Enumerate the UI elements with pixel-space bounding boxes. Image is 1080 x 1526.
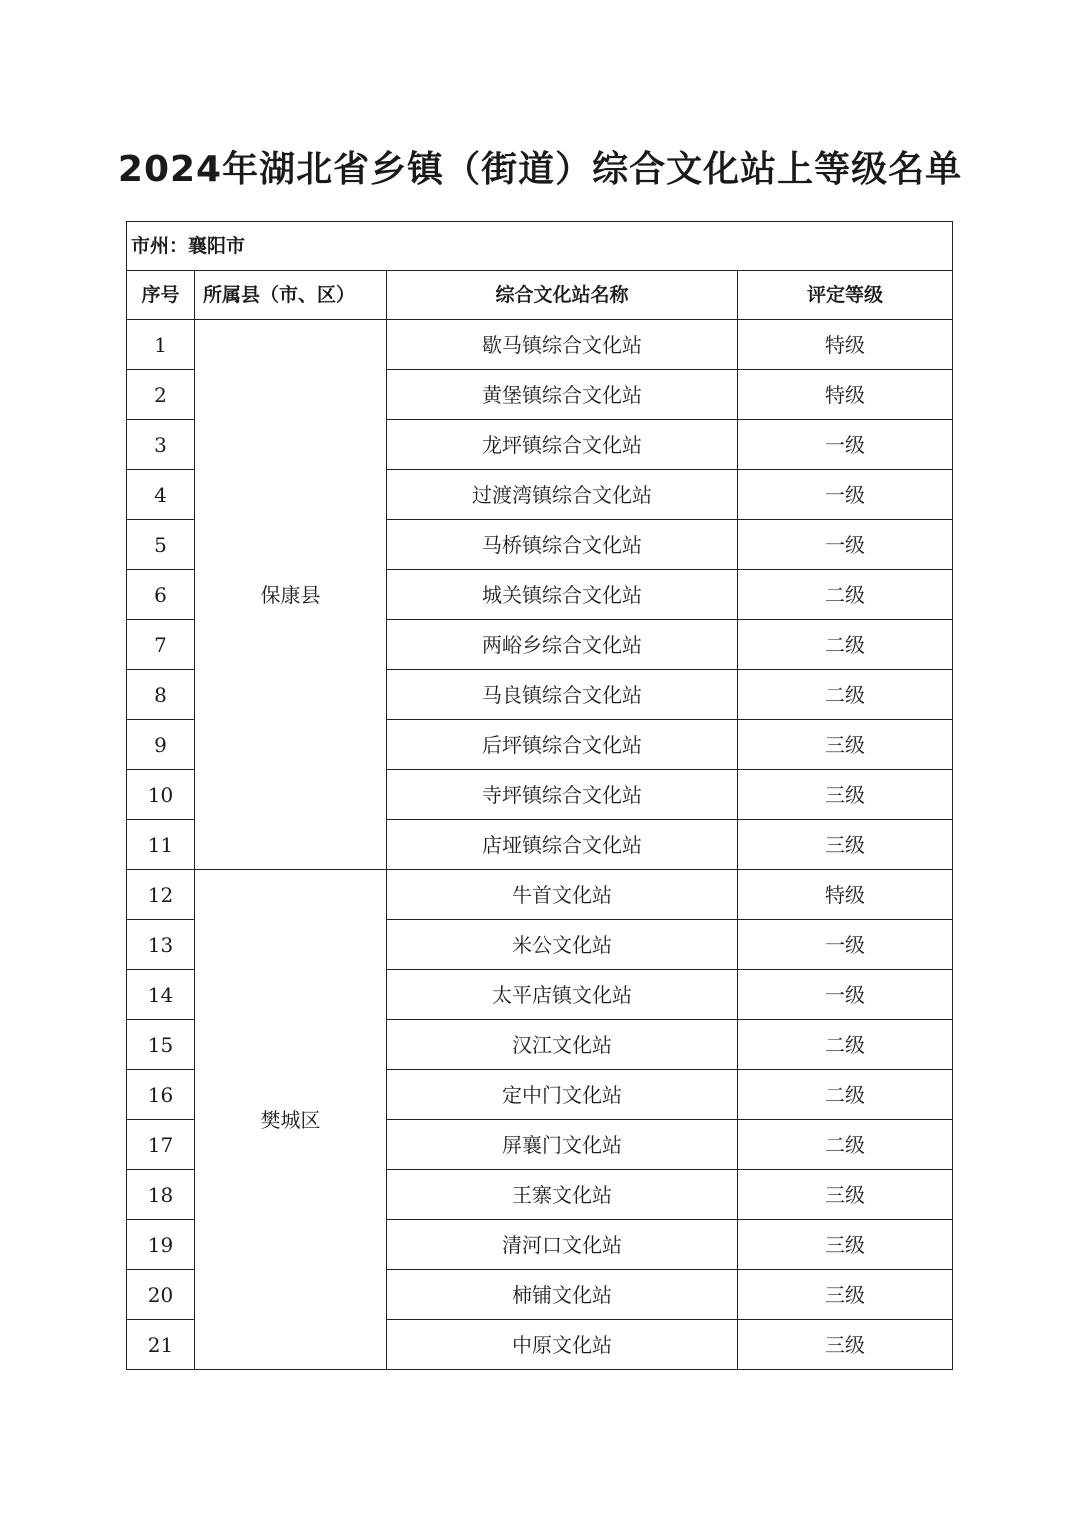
grade-value: 三级	[738, 820, 953, 870]
station-name: 黄堡镇综合文化站	[387, 370, 738, 420]
column-header-index: 序号	[127, 271, 195, 320]
station-name: 定中门文化站	[387, 1070, 738, 1120]
station-name: 店垭镇综合文化站	[387, 820, 738, 870]
grade-value: 三级	[738, 1270, 953, 1320]
header-row	[127, 271, 953, 320]
column-header-station: 综合文化站名称	[387, 271, 738, 320]
station-name: 太平店镇文化站	[387, 970, 738, 1020]
region-label: 市州：襄阳市	[127, 222, 953, 271]
grade-value: 二级	[738, 670, 953, 720]
station-name: 寺坪镇综合文化站	[387, 770, 738, 820]
grade-value: 一级	[738, 520, 953, 570]
row-index: 13	[127, 920, 195, 970]
row-index: 10	[127, 770, 195, 820]
table-row	[127, 870, 953, 920]
grade-value: 三级	[738, 770, 953, 820]
grade-value: 三级	[738, 1220, 953, 1270]
grade-value: 三级	[738, 720, 953, 770]
station-name: 牛首文化站	[387, 870, 738, 920]
row-index: 15	[127, 1020, 195, 1070]
row-index: 11	[127, 820, 195, 870]
row-index: 17	[127, 1120, 195, 1170]
table-row	[127, 320, 953, 370]
row-index: 16	[127, 1070, 195, 1120]
grade-value: 二级	[738, 1120, 953, 1170]
document-title: 2024年湖北省乡镇（街道）综合文化站上等级名单	[117, 149, 963, 190]
station-name: 米公文化站	[387, 920, 738, 970]
county-cell: 保康县	[195, 320, 387, 870]
grade-value: 一级	[738, 970, 953, 1020]
station-name: 城关镇综合文化站	[387, 570, 738, 620]
grade-value: 一级	[738, 470, 953, 520]
grade-value: 一级	[738, 920, 953, 970]
row-index: 4	[127, 470, 195, 520]
station-name: 歇马镇综合文化站	[387, 320, 738, 370]
row-index: 21	[127, 1320, 195, 1370]
row-index: 3	[127, 420, 195, 470]
grade-value: 特级	[738, 370, 953, 420]
region-row	[127, 222, 953, 271]
station-name: 王寨文化站	[387, 1170, 738, 1220]
row-index: 9	[127, 720, 195, 770]
column-header-grade: 评定等级	[738, 271, 953, 320]
station-name: 后坪镇综合文化站	[387, 720, 738, 770]
station-name: 中原文化站	[387, 1320, 738, 1370]
row-index: 14	[127, 970, 195, 1020]
row-index: 8	[127, 670, 195, 720]
station-name: 柿铺文化站	[387, 1270, 738, 1320]
station-name: 马良镇综合文化站	[387, 670, 738, 720]
column-header-county: 所属县（市、区）	[195, 271, 387, 320]
row-index: 19	[127, 1220, 195, 1270]
row-index: 20	[127, 1270, 195, 1320]
grade-value: 特级	[738, 870, 953, 920]
grade-value: 三级	[738, 1320, 953, 1370]
station-name: 过渡湾镇综合文化站	[387, 470, 738, 520]
station-name: 马桥镇综合文化站	[387, 520, 738, 570]
station-name: 龙坪镇综合文化站	[387, 420, 738, 470]
row-index: 12	[127, 870, 195, 920]
row-index: 5	[127, 520, 195, 570]
row-index: 6	[127, 570, 195, 620]
station-name: 屏襄门文化站	[387, 1120, 738, 1170]
row-index: 2	[127, 370, 195, 420]
grade-value: 二级	[738, 1070, 953, 1120]
row-index: 18	[127, 1170, 195, 1220]
station-name: 两峪乡综合文化站	[387, 620, 738, 670]
grade-value: 二级	[738, 620, 953, 670]
grade-value: 三级	[738, 1170, 953, 1220]
row-index: 1	[127, 320, 195, 370]
grade-value: 二级	[738, 1020, 953, 1070]
row-index: 7	[127, 620, 195, 670]
county-cell: 樊城区	[195, 870, 387, 1370]
station-grade-table	[126, 221, 953, 1370]
grade-value: 二级	[738, 570, 953, 620]
grade-value: 特级	[738, 320, 953, 370]
station-name: 清河口文化站	[387, 1220, 738, 1270]
grade-value: 一级	[738, 420, 953, 470]
station-name: 汉江文化站	[387, 1020, 738, 1070]
